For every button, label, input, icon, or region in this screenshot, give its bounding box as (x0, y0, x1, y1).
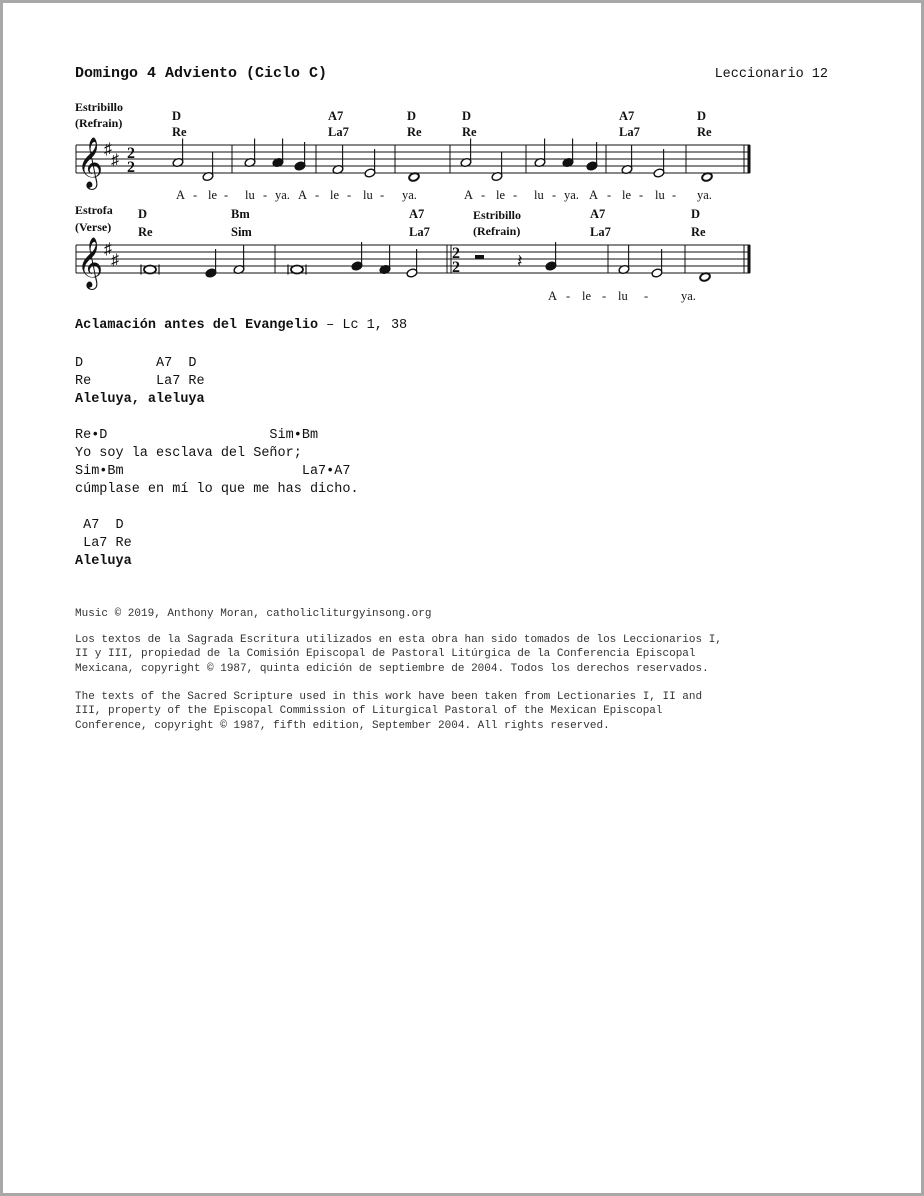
chord-symbol-es: Re (407, 125, 422, 139)
lyric-syllable: - (481, 188, 486, 202)
time-sig-top: 2 (452, 245, 460, 262)
lyric-syllable: ya. (275, 188, 290, 202)
chord-symbol: D (697, 109, 707, 123)
half-rest (475, 255, 484, 259)
section-label: (Verse) (75, 220, 112, 234)
chord-line-1-es: Re La7 Re (75, 374, 205, 389)
chord-line-4-es: La7 Re (75, 536, 132, 551)
english-copyright-notice: The texts of the Sacred Scripture used in this work have been taken from Lectionaries I, II and III, property of the Episcopal Commission of Liturgical Pastoral of the Mexican Episcopal Conference, copyright © 1987, fifth edition, September 2004. All rights reserved. (75, 691, 703, 732)
lyric-syllable: - (552, 188, 557, 202)
lyric-syllable: - (602, 289, 607, 303)
lyric-syllable: A (548, 289, 558, 303)
chord-symbol-es: La7 (409, 225, 430, 239)
music-score (0, 0, 924, 320)
verse-line-2: cúmplase en mí lo que me has dicho. (75, 482, 359, 497)
lyric-syllable: ya. (697, 188, 712, 202)
chord-symbol-es: Re (691, 225, 706, 239)
lyric-syllable: - (639, 188, 644, 202)
chord-symbol: A7 (590, 207, 606, 221)
lyric-syllable: le (330, 188, 340, 202)
chord-symbol: D (138, 207, 148, 221)
verse-line-1: Yo soy la esclava del Señor; (75, 446, 302, 461)
chord-symbol: A7 (328, 109, 344, 123)
lyric-syllable: ya. (402, 188, 417, 202)
sharp-c: ♯ (111, 252, 119, 269)
breve-note (291, 266, 303, 274)
lyric-syllable: - (347, 188, 352, 202)
final-aleluya: Aleluya (75, 554, 132, 569)
sharp-f: ♯ (104, 241, 112, 258)
breve-note (144, 266, 156, 274)
section-label: Estribillo (75, 100, 124, 114)
lyric-syllable: le (208, 188, 218, 202)
sharp-f: ♯ (104, 141, 112, 158)
chord-symbol: Bm (231, 207, 250, 221)
lyric-syllable: le (582, 289, 592, 303)
lyric-syllable: ya. (564, 188, 579, 202)
lyric-syllable: lu (534, 188, 544, 202)
lyric-syllable: le (622, 188, 632, 202)
lyric-syllable: le (496, 188, 506, 202)
chord-line-3: Sim•Bm La7•A7 (75, 464, 351, 479)
time-sig-bottom: 2 (452, 259, 460, 276)
chord-symbol: A7 (409, 207, 425, 221)
lyric-syllable: lu (655, 188, 665, 202)
refrain-text: Aleluya, aleluya (75, 392, 205, 407)
quarter-rest: 𝄽 (517, 251, 523, 271)
music-credit: Music © 2019, Anthony Moran, catholicliturgyinsong.org (75, 608, 432, 620)
chord-symbol-es: Re (462, 125, 477, 139)
spanish-copyright-notice: Los textos de la Sagrada Escritura utilizados en esta obra han sido tomados de los Leccionarios I, II y III, propiedad de la Comisión Episcopal de Pastoral Litúrgica de la Conferencia Episcopal Mexicana, copyright © 1987, quinta edición de septiembre de 2004. Todos los derechos reservados. (75, 634, 722, 675)
chord-symbol-es: Sim (231, 225, 252, 239)
leccionario-label: Leccionario 12 (714, 67, 828, 82)
lyric-syllable: lu (618, 289, 628, 303)
lyric-syllable: - (193, 188, 198, 202)
time-sig-bottom: 2 (127, 159, 135, 176)
chord-line-1: D A7 D (75, 356, 197, 371)
section-label: (Refrain) (75, 116, 123, 130)
chord-symbol: D (691, 207, 701, 221)
lyric-syllable: A (589, 188, 599, 202)
chord-line-4: A7 D (75, 518, 124, 533)
chord-symbol: D (462, 109, 472, 123)
chord-symbol: A7 (619, 109, 635, 123)
lyric-syllable: A (176, 188, 186, 202)
chord-line-2: Re•D Sim•Bm (75, 428, 319, 443)
chord-symbol-es: La7 (619, 125, 640, 139)
refrain-label: Estribillo (473, 208, 522, 222)
acclamation-reference: – Lc 1, 38 (318, 318, 408, 333)
lyric-syllable: - (644, 289, 649, 303)
lyric-syllable: - (224, 188, 229, 202)
treble-clef: 𝄞 (77, 138, 104, 187)
refrain-label: (Refrain) (473, 224, 521, 238)
lyric-syllable: lu (245, 188, 255, 202)
lyric-syllable: - (566, 289, 571, 303)
lyric-syllable: A (464, 188, 474, 202)
chord-symbol-es: La7 (590, 225, 611, 239)
chord-symbol-es: La7 (328, 125, 349, 139)
lyric-syllable: - (672, 188, 677, 202)
acclamation-heading: Aclamación antes del Evangelio (75, 318, 319, 333)
chord-symbol: D (172, 109, 182, 123)
lyric-syllable: - (263, 188, 268, 202)
chord-symbol-es: Re (172, 125, 187, 139)
lyric-syllable: A (298, 188, 308, 202)
lyric-syllable: - (513, 188, 518, 202)
time-sig-top: 2 (127, 145, 135, 162)
lyric-syllable: ya. (681, 289, 696, 303)
acclamation-title (75, 318, 407, 333)
lyric-syllable: lu (363, 188, 373, 202)
lyric-syllable: - (315, 188, 320, 202)
section-label: Estrofa (75, 203, 113, 217)
chord-symbol: D (407, 109, 417, 123)
page-title: Domingo 4 Adviento (Ciclo C) (75, 65, 328, 82)
treble-clef: 𝄞 (77, 238, 104, 287)
chord-symbol-es: Re (697, 125, 712, 139)
lyric-syllable: - (607, 188, 612, 202)
lyric-syllable: - (380, 188, 385, 202)
chord-symbol-es: Re (138, 225, 153, 239)
sharp-c: ♯ (111, 152, 119, 169)
